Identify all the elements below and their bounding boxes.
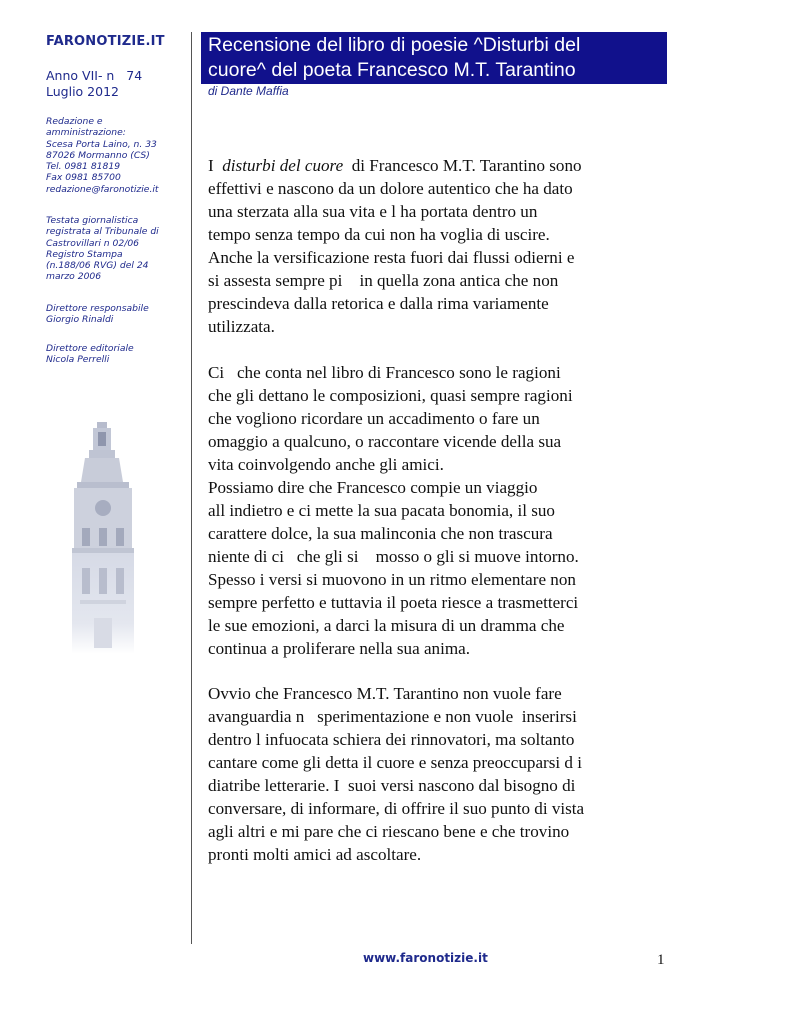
article-title xyxy=(208,33,580,83)
editorial-director-block xyxy=(46,343,134,366)
body-line: che vogliono ricordare un accadimento o fare un xyxy=(208,409,540,428)
body-line: Ovvio che Francesco M.T. Tarantino non vuole fare xyxy=(208,684,562,703)
redazione-block xyxy=(46,116,159,195)
meta-line: Direttore responsabile xyxy=(46,303,149,314)
body-line: una sterzata alla sua vita e l ha portata dentro un xyxy=(208,202,538,221)
body-line: all indietro e ci mette la sua pacata bonomia, il suo xyxy=(208,501,555,520)
footer-website-link[interactable]: www.faronotizie.it xyxy=(363,951,488,965)
body-line: prescindeva dalla retorica e dalla rima variamente xyxy=(208,294,549,313)
bell-tower-watermark xyxy=(66,422,142,658)
body-line: vita coinvolgendo anche gli amici. xyxy=(208,455,444,474)
body-line: dentro l infuocata schiera dei rinnovatori, ma soltanto xyxy=(208,730,575,749)
meta-line: Scesa Porta Laino, n. 33 xyxy=(46,138,157,150)
meta-line: Giorgio Rinaldi xyxy=(46,314,114,326)
meta-line: (n.188/06 RVG) del 24 xyxy=(46,260,149,272)
body-line: agli altri e mi pare che ci riescano bene e che trovino xyxy=(208,822,570,841)
body-line: utilizzata. xyxy=(208,317,275,336)
body-line xyxy=(208,154,582,177)
issue-date: Luglio 2012 xyxy=(46,84,119,99)
issue-number: Anno VII- n 74 xyxy=(46,68,143,83)
body-line: si assesta sempre pi in quella zona antica che non xyxy=(208,271,559,290)
meta-line: Fax 0981 85700 xyxy=(46,172,121,184)
meta-line: amministrazione: xyxy=(46,127,126,139)
body-line: omaggio a qualcuno, o raccontare vicende della sua xyxy=(208,432,562,451)
title-line: cuore^ del poeta Francesco M.T. Tarantino xyxy=(208,59,576,81)
director-block xyxy=(46,303,149,326)
body-line: continua a proliferare nella sua anima. xyxy=(208,639,470,658)
body-line: Possiamo dire che Francesco compie un viaggio xyxy=(208,478,538,497)
column-divider xyxy=(191,32,192,944)
page-number: 1 xyxy=(657,952,665,968)
meta-line: registrata al Tribunale di xyxy=(46,226,159,238)
body-line: che gli dettano le composizioni, quasi sempre ragioni xyxy=(208,386,573,405)
meta-line: marzo 2006 xyxy=(46,271,102,283)
email-link[interactable]: redazione@faronotizie.it xyxy=(46,183,159,195)
meta-line: Nicola Perrelli xyxy=(46,354,110,366)
body-line: niente di ci che gli si mosso o gli si muove intorno. xyxy=(208,547,579,566)
meta-line: Direttore editoriale xyxy=(46,343,134,354)
paragraph-2 xyxy=(208,361,579,660)
meta-line: Tel. 0981 81819 xyxy=(46,161,121,173)
body-text: I xyxy=(208,156,223,175)
body-line: conversare, di informare, di offrire il suo punto di vista xyxy=(208,799,585,818)
body-line: tempo senza tempo da cui non ha voglia di uscire. xyxy=(208,225,550,244)
meta-line: Registro Stampa xyxy=(46,248,123,260)
body-line: carattere dolce, la sua malinconia che non trascura xyxy=(208,524,553,543)
body-line: diatribe letterarie. I suoi versi nascono dal bisogno di xyxy=(208,776,576,795)
body-line: le sue emozioni, a darci la misura di un dramma che xyxy=(208,616,565,635)
paragraph-3 xyxy=(208,682,584,866)
brand-masthead: FARONOTIZIE.IT xyxy=(46,34,165,49)
body-line: Ci che conta nel libro di Francesco sono le ragioni xyxy=(208,363,561,382)
body-line: pronti molti amici ad ascoltare. xyxy=(208,845,422,864)
issue-info xyxy=(46,68,142,100)
body-line: Spesso i versi si muovono in un ritmo elementare non xyxy=(208,570,576,589)
meta-line: Testata giornalistica xyxy=(46,215,139,226)
body-line: cantare come gli detta il cuore e senza preoccuparsi d i xyxy=(208,753,582,772)
meta-line: Redazione e xyxy=(46,116,103,127)
book-title: disturbi del cuore xyxy=(222,156,344,175)
article-byline: di Dante Maffia xyxy=(208,84,289,98)
registration-block xyxy=(46,215,159,283)
title-line: Recensione del libro di poesie ^Disturbi del xyxy=(208,34,581,56)
body-line: effettivi e nascono da un dolore autentico che ha dato xyxy=(208,179,573,198)
body-line: avanguardia n sperimentazione e non vuole inserirsi xyxy=(208,707,577,726)
meta-line: 87026 Mormanno (CS) xyxy=(46,149,150,161)
body-text: di Francesco M.T. Tarantino sono xyxy=(343,156,582,175)
paragraph-1 xyxy=(208,154,582,338)
meta-line: Castrovillari n 02/06 xyxy=(46,237,140,249)
body-line: Anche la versificazione resta fuori dai flussi odierni e xyxy=(208,248,575,267)
body-line: sempre perfetto e tuttavia il poeta riesce a trasmetterci xyxy=(208,593,579,612)
